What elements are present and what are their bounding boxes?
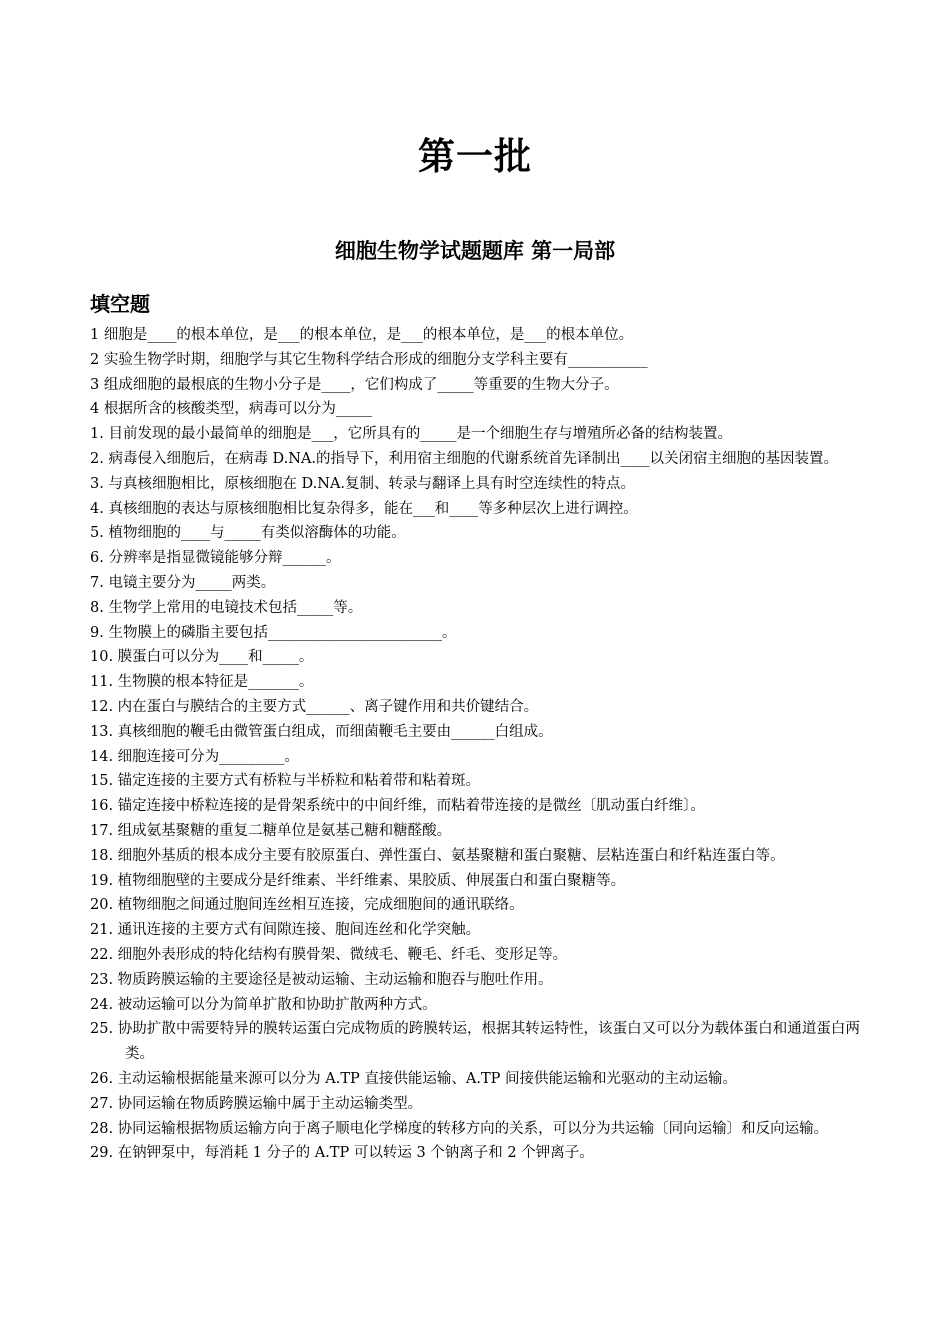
question-item: 24. 被动运输可以分为简单扩散和协助扩散两种方式。 [90,996,437,1013]
question-item: 2 实验生物学时期，细胞学与其它生物科学结合形成的细胞分支学科主要有___________ [90,351,648,368]
question-item: 21. 通讯连接的主要方式有间隙连接、胞间连丝和化学突触。 [90,922,481,939]
question-item: 14. 细胞连接可分为_________。 [90,748,299,765]
question-item: 1 细胞是____的根本单位，是___的根本单位，是___的根本单位，是___的根本单位。 [90,327,634,343]
question-item: 13. 真核细胞的鞭毛由微管蛋白组成，而细菌鞭毛主要由______白组成。 [90,723,553,740]
section-heading: 填空题 [90,292,150,316]
question-item: 4. 真核细胞的表达与原核细胞相比复杂得多，能在___和____等多种层次上进行调控。 [90,500,638,517]
question-item: 27. 协同运输在物质跨膜运输中属于主动运输类型。 [90,1095,423,1112]
question-item: 7. 电镜主要分为_____两类。 [90,574,276,591]
question-item: 4 根据所含的核酸类型，病毒可以分为_____ [90,401,373,418]
question-item: 19. 植物细胞壁的主要成分是纤维素、半纤维素、果胶质、伸展蛋白和蛋白聚糖等。 [90,872,626,889]
question-item: 22. 细胞外表形成的特化结构有膜骨架、微绒毛、鞭毛、纤毛、变形足等。 [90,946,568,963]
question-item: 29. 在钠钾泵中，每消耗 1 分子的 A.TP 可以转运 3 个钠离子和 2 个钾离子。 [90,1145,594,1162]
question-item: 18. 细胞外基质的根本成分主要有胶原蛋白、弹性蛋白、氨基聚糖和蛋白聚糖、层粘连蛋白和纤粘连蛋白等。 [90,847,785,864]
question-item: 6. 分辨率是指显微镜能够分辩______。 [90,550,341,567]
question-item: 11. 生物膜的根本特征是_______。 [90,674,314,691]
question-item: 17. 组成氨基聚糖的重复二糖单位是氨基己糖和糖醛酸。 [90,822,452,839]
question-item: 15. 锚定连接的主要方式有桥粒与半桥粒和粘着带和粘着斑。 [90,773,481,790]
question-item: 1. 目前发现的最小最简单的细胞是___，它所具有的_____是一个细胞生存与增殖所必备的结构装置。 [90,426,732,443]
question-item: 23. 物质跨膜运输的主要途径是被动运输、主动运输和胞吞与胞吐作用。 [90,971,553,988]
question-item: 25. 协助扩散中需要特异的膜转运蛋白完成物质的跨膜转运，根据其转运特性，该蛋白又可以分为载体蛋白和通道蛋白两类。 [90,1021,860,1063]
question-item: 20. 植物细胞之间通过胞间连丝相互连接，完成细胞间的通讯联络。 [90,897,524,914]
question-item: 16. 锚定连接中桥粒连接的是骨架系统中的中间纤维，而粘着带连接的是微丝〔肌动蛋白纤维〕。 [90,798,705,815]
question-item: 2. 病毒侵入细胞后，在病毒 D.NA.的指导下，利用宿主细胞的代谢系统首先译制出____以关闭宿主细胞的基因装置。 [90,450,839,467]
question-item: 28. 协同运输根据物质运输方向于离子顺电化学梯度的转移方向的关系，可以分为共运输〔同向运输〕和反向运输。 [90,1120,829,1137]
question-item: 8. 生物学上常用的电镜技术包括_____等。 [90,599,363,616]
document-subtitle: 细胞生物学试题题库 第一局部 [334,239,616,263]
question-item: 10. 膜蛋白可以分为____和_____。 [90,649,314,666]
question-item: 5. 植物细胞的____与_____有类似溶酶体的功能。 [90,525,406,542]
question-item: 3 组成细胞的最根底的生物小分子是____，它们构成了_____等重要的生物大分子。 [90,376,619,393]
question-item: 12. 内在蛋白与膜结合的主要方式______、离子键作用和共价键结合。 [90,698,539,715]
question-item: 26. 主动运输根据能量来源可以分为 A.TP 直接供能运输、A.TP 间接供能运输和光驱动的主动运输。 [90,1070,738,1087]
question-list [90,323,860,1166]
question-item: 9. 生物膜上的磷脂主要包括________________________。 [90,624,457,641]
question-item: 3. 与真核细胞相比，原核细胞在 D.NA.复制、转录与翻译上具有时空连续性的特点。 [90,475,636,492]
page-title: 第一批 [418,135,532,178]
